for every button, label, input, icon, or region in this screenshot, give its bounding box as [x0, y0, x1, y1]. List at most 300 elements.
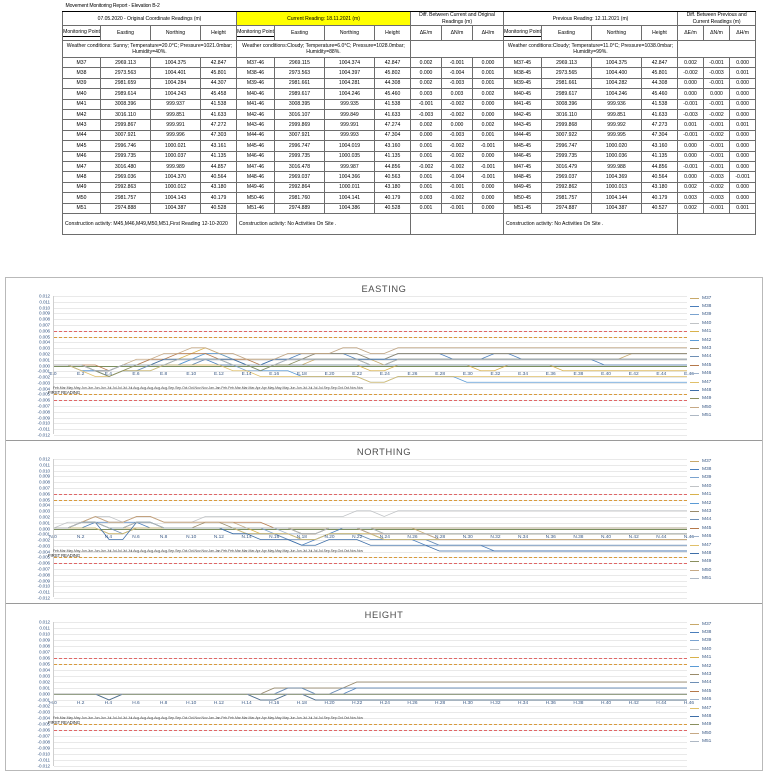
legend-item-M42[interactable]: [690, 499, 758, 507]
cell-e: 2989.614: [101, 89, 151, 99]
x-tick-label: E.32: [490, 372, 501, 378]
cell-d2: -0.001: [442, 182, 473, 192]
cell-p2: -0.001: [704, 58, 730, 68]
legend-item-M45[interactable]: [690, 687, 758, 695]
cell-e: 2981.659: [101, 78, 151, 88]
cell-p: M50: [63, 193, 101, 203]
x-tick-label: E.8: [159, 372, 168, 378]
table-row: [63, 130, 756, 140]
cell-n: 999.991: [151, 120, 201, 130]
cell-p2: -0.001: [704, 99, 730, 109]
cell-ch: 41.135: [375, 151, 411, 161]
cell-p3: 0.000: [730, 89, 756, 99]
col-header-dh-2: ΔH/m: [730, 26, 756, 41]
y-tick-label: 0.006: [39, 655, 50, 661]
cell-ce: 2981.661: [275, 78, 325, 88]
x-tick-label: H.10: [186, 701, 197, 707]
cell-d1: 0.002: [411, 58, 442, 68]
legend-item-M38[interactable]: [690, 302, 758, 310]
cell-p1: -0.001: [678, 130, 704, 140]
cell-p1: -0.001: [678, 99, 704, 109]
y-tick-label: 0.012: [39, 293, 50, 299]
legend-item-M45[interactable]: [690, 361, 758, 369]
cell-h: 44.307: [201, 78, 237, 88]
cell-d3: 0.000: [473, 193, 504, 203]
cell-e: 2992.863: [101, 182, 151, 192]
x-tick-label: N.10: [186, 535, 197, 541]
cell-d2: -0.002: [442, 110, 473, 120]
cell-d2: -0.002: [442, 99, 473, 109]
cell-pn: 999.988: [592, 161, 642, 171]
series-line-M42: [54, 354, 687, 383]
page-title: Movement Monitoring Report - Elevation B-2: [63, 2, 756, 12]
cell-p3: 0.000: [730, 141, 756, 151]
x-tick-label: H.6: [132, 701, 140, 707]
cell-d2: -0.001: [442, 58, 473, 68]
cell-p3: 0.001: [730, 68, 756, 78]
cell-pn: 1004.387: [592, 203, 642, 213]
cell-p3: 0.000: [730, 182, 756, 192]
x-tick-label: H.36: [545, 701, 556, 707]
cell-ce: 2999.869: [275, 120, 325, 130]
series-line-M44: [54, 359, 687, 376]
note-original: Construction activity: M45,M46,M49,M50,M51,First Reading 12-10-2020: [63, 213, 237, 234]
x-tick-label: N.4: [104, 535, 113, 541]
cell-pp: M47-45: [504, 161, 542, 171]
x-tick-label: H.20: [324, 701, 335, 707]
cell-cn: 999.849: [325, 110, 375, 120]
y-tick-label: 0.010: [39, 468, 50, 474]
legend-swatch-icon: [690, 373, 699, 374]
x-tick-label: E.22: [352, 372, 363, 378]
x-tick-label: H.4: [104, 701, 113, 707]
cell-d3: 0.000: [473, 99, 504, 109]
cell-h: 45.801: [201, 68, 237, 78]
legend-swatch-icon: [690, 503, 699, 504]
series-line-M40: [54, 511, 687, 528]
legend-item-M46[interactable]: [690, 533, 758, 541]
legend-item-M49[interactable]: [690, 721, 758, 729]
cell-pp: M50-45: [504, 193, 542, 203]
cell-p2: -0.002: [704, 182, 730, 192]
cell-n: 1004.401: [151, 68, 201, 78]
cell-d3: -0.001: [473, 141, 504, 151]
legend-swatch-icon: [690, 390, 699, 391]
legend-swatch-icon: [690, 578, 699, 579]
cell-pe: 2974.887: [542, 203, 592, 213]
cell-cp: M41-46: [237, 99, 275, 109]
legend-swatch-icon: [690, 536, 699, 537]
cell-pe: 2996.747: [542, 141, 592, 151]
legend-label: M45: [702, 688, 712, 694]
cell-d1: 0.001: [411, 172, 442, 182]
cell-pe: 2969.037: [542, 172, 592, 182]
cell-ch: 41.538: [375, 99, 411, 109]
y-tick-label: 0.007: [39, 322, 50, 328]
legend-swatch-icon: [690, 691, 699, 692]
legend-label: M47: [702, 705, 712, 711]
cell-pn: 1004.375: [592, 58, 642, 68]
legend-item-M48[interactable]: [690, 549, 758, 557]
cell-ph: 43.180: [642, 182, 678, 192]
legend-item-M39[interactable]: [690, 311, 758, 319]
cell-n: 1004.375: [151, 58, 201, 68]
y-tick-label: 0.000: [39, 526, 50, 531]
cell-ch: 45.460: [375, 89, 411, 99]
legend-item-M40[interactable]: [690, 319, 758, 327]
cell-ph: 40.564: [642, 172, 678, 182]
cell-p: M47: [63, 161, 101, 171]
legend-item-M46[interactable]: [690, 370, 758, 378]
x-tick-label: N.44: [656, 535, 667, 541]
cell-p3: 0.001: [730, 203, 756, 213]
plot-area: [53, 296, 687, 434]
series-line-M40: [54, 348, 687, 377]
x-tick-label: H.42: [628, 701, 639, 707]
col-header-height-original: Height: [201, 26, 237, 41]
cell-cn: 1004.374: [325, 58, 375, 68]
cell-d2: -0.002: [442, 151, 473, 161]
legend-swatch-icon: [690, 699, 699, 700]
cell-pp: M49-45: [504, 182, 542, 192]
col-header-dn-1: ΔN/m: [442, 26, 473, 41]
legend-label: M51: [702, 739, 712, 745]
legend-item-M42[interactable]: [690, 662, 758, 670]
legend-item-M39[interactable]: [690, 474, 758, 482]
col-header-dn-2: ΔN/m: [704, 26, 730, 41]
spacer-diff-1: [411, 41, 504, 58]
cell-ch: 43.180: [375, 182, 411, 192]
cell-ch: 42.847: [375, 58, 411, 68]
legend-item-M47[interactable]: [690, 541, 758, 549]
y-tick-label: -0.008: [37, 739, 50, 745]
group-header-original: 07.05.2020 - Original Coordinate Readings (m): [63, 12, 237, 26]
legend-item-M49[interactable]: [690, 558, 758, 566]
y-tick-label: 0.002: [39, 351, 50, 357]
plot-area: [53, 622, 687, 766]
cell-d1: -0.003: [411, 110, 442, 120]
legend-item-M50[interactable]: [690, 403, 758, 411]
legend-swatch-icon: [690, 365, 699, 366]
cell-p2: -0.001: [704, 141, 730, 151]
legend-label: M41: [702, 329, 712, 335]
x-tick-label: N.12: [213, 535, 224, 541]
y-tick-label: 0.004: [39, 502, 50, 508]
cell-ch: 40.179: [375, 193, 411, 203]
cell-cp: M51-46: [237, 203, 275, 213]
col-header-northing-previous: Northing: [592, 26, 642, 41]
cell-p2: -0.001: [704, 203, 730, 213]
cell-d1: 0.002: [411, 78, 442, 88]
legend-label: M42: [702, 337, 712, 343]
legend-item-M42[interactable]: [690, 336, 758, 344]
legend-item-M51[interactable]: [690, 411, 758, 419]
legend-item-M40[interactable]: [690, 645, 758, 653]
cell-p2: -0.002: [704, 130, 730, 140]
legend-label: M38: [702, 467, 712, 473]
legend-label: M37: [702, 458, 712, 464]
y-tick-label: -0.001: [37, 697, 50, 703]
cell-ce: 2969.115: [275, 58, 325, 68]
cell-cn: 1004.397: [325, 68, 375, 78]
x-tick-label: E.28: [435, 372, 446, 378]
cell-ch: 44.308: [375, 78, 411, 88]
legend-swatch-icon: [690, 469, 699, 470]
x-tick-label: N.6: [132, 535, 140, 541]
legend-item-M38[interactable]: [690, 465, 758, 473]
col-header-mp-original: [63, 26, 101, 41]
legend-item-M38[interactable]: [690, 628, 758, 636]
cell-p: M49: [63, 182, 101, 192]
legend-item-M50[interactable]: [690, 729, 758, 737]
y-tick-label: 0.001: [39, 520, 50, 526]
cell-p3: 0.000: [730, 110, 756, 120]
cell-p: M51: [63, 203, 101, 213]
x-tick-label: N.28: [435, 535, 446, 541]
chart-northing: [6, 441, 762, 604]
cell-h: 47.272: [201, 120, 237, 130]
y-tick-label: 0.003: [39, 508, 50, 514]
series-line-M47: [54, 365, 687, 382]
cell-h: 41.633: [201, 110, 237, 120]
table-row: [63, 161, 756, 171]
legend-item-M43[interactable]: [690, 507, 758, 515]
cell-d3: 0.000: [473, 203, 504, 213]
col-header-easting-current: Easting: [275, 26, 325, 41]
legend-swatch-icon: [690, 657, 699, 658]
cell-p1: -0.002: [678, 68, 704, 78]
legend-label: M44: [702, 517, 712, 523]
legend-swatch-icon: [690, 624, 699, 625]
chart-easting: [6, 278, 762, 441]
legend-label: M43: [702, 346, 712, 352]
col-header-mp-previous: [504, 26, 542, 41]
cell-pe: 2999.735: [542, 151, 592, 161]
cell-p2: -0.001: [704, 151, 730, 161]
y-axis-labels: [6, 619, 53, 769]
cell-p2: 0.000: [704, 89, 730, 99]
cell-pn: 999.851: [592, 110, 642, 120]
cell-h: 40.564: [201, 172, 237, 182]
y-tick-label: 0.011: [39, 462, 50, 468]
cell-pp: M37-45: [504, 58, 542, 68]
x-tick-label: N.8: [159, 535, 168, 541]
cell-h: 43.180: [201, 182, 237, 192]
x-tick-label: N.18: [296, 535, 307, 541]
y-tick-label: -0.011: [37, 426, 50, 432]
y-tick-label: 0.003: [39, 345, 50, 351]
chart-title: NORTHING: [356, 447, 412, 457]
cell-pp: M43-45: [504, 120, 542, 130]
legend-item-M44[interactable]: [690, 353, 758, 361]
legend-label: M51: [702, 413, 712, 419]
legend-item-M37[interactable]: [690, 457, 758, 465]
x-tick-label: H.28: [435, 701, 446, 707]
x-tick-label: E.16: [269, 372, 280, 378]
cell-p1: -0.003: [678, 110, 704, 120]
cell-p1: 0.003: [678, 193, 704, 203]
x-tick-label: H.44: [656, 701, 667, 707]
y-tick-label: 0.007: [39, 485, 50, 491]
x-tick-label: H.8: [159, 701, 168, 707]
legend-item-M51[interactable]: [690, 574, 758, 582]
legend-item-M43[interactable]: [690, 670, 758, 678]
cell-ph: 40.179: [642, 193, 678, 203]
x-tick-label: E.6: [132, 372, 140, 378]
cell-d3: 0.002: [473, 89, 504, 99]
cell-cp: M45-46: [237, 141, 275, 151]
cell-ch: 43.160: [375, 141, 411, 151]
y-tick-label: 0.004: [39, 339, 50, 345]
x-tick-label: E.30: [462, 372, 473, 378]
x-tick-label: H.18: [296, 701, 307, 707]
col-header-de-1: ΔE/m: [411, 26, 442, 41]
y-tick-label: 0.006: [39, 491, 50, 497]
cell-e: 3007.921: [101, 130, 151, 140]
col-label: Monitoring Point: [63, 29, 100, 36]
legend-label: M50: [702, 567, 712, 573]
legend-item-M46[interactable]: [690, 696, 758, 704]
x-tick-label: E.14: [241, 372, 252, 378]
legend-item-M48[interactable]: [690, 386, 758, 394]
cell-pp: M48-45: [504, 172, 542, 182]
cell-cn: 1000.011: [325, 182, 375, 192]
cell-ch: 47.304: [375, 130, 411, 140]
cell-ch: 40.563: [375, 172, 411, 182]
legend-item-M50[interactable]: [690, 566, 758, 574]
cell-p2: -0.003: [704, 193, 730, 203]
y-tick-label: 0.009: [39, 637, 50, 643]
legend-item-M49[interactable]: [690, 395, 758, 403]
legend-item-M41[interactable]: [690, 328, 758, 336]
cell-n: 1000.037: [151, 151, 201, 161]
cell-ce: 2992.864: [275, 182, 325, 192]
legend-item-M41[interactable]: [690, 654, 758, 662]
cell-p3: 0.000: [730, 151, 756, 161]
legend-item-M48[interactable]: [690, 712, 758, 720]
legend-swatch-icon: [690, 494, 699, 495]
y-tick-label: 0.011: [39, 299, 50, 305]
y-tick-label: 0.005: [39, 497, 50, 503]
legend-label: M44: [702, 680, 712, 686]
cell-e: 2999.867: [101, 120, 151, 130]
chart-legend: [690, 457, 758, 583]
legend-item-M45[interactable]: [690, 524, 758, 532]
y-tick-label: 0.008: [39, 316, 50, 322]
chart-title: EASTING: [361, 284, 407, 294]
legend-item-M39[interactable]: [690, 637, 758, 645]
cell-cp: M39-46: [237, 78, 275, 88]
y-tick-label: -0.004: [37, 715, 50, 721]
cell-pe: 3016.110: [542, 110, 592, 120]
series-lines: [54, 459, 687, 597]
cell-p1: 0.000: [678, 89, 704, 99]
spacer-note-1: [411, 213, 504, 234]
cell-pe: 2969.113: [542, 58, 592, 68]
cell-cp: M48-46: [237, 172, 275, 182]
group-header-previous: Previous Reading: 12.11.2021 (m): [504, 12, 678, 26]
x-tick-label: N.16: [269, 535, 280, 541]
cell-cn: 999.991: [325, 120, 375, 130]
cell-d1: 0.000: [411, 130, 442, 140]
y-tick-label: -0.004: [37, 549, 50, 555]
cell-d3: 0.002: [473, 120, 504, 130]
cell-ce: 2981.760: [275, 193, 325, 203]
x-tick-label: E.24: [379, 372, 390, 378]
x-tick-label: H.22: [352, 701, 363, 707]
cell-p3: 0.000: [730, 161, 756, 171]
note-current: Construction activity: No Activities On Site .: [237, 213, 411, 234]
cell-pn: 1004.282: [592, 78, 642, 88]
legend-item-M37[interactable]: [690, 620, 758, 628]
y-tick-label: -0.011: [37, 589, 50, 595]
cell-ce: 2989.617: [275, 89, 325, 99]
x-tick-label: H.38: [573, 701, 584, 707]
col-header-easting-previous: Easting: [542, 26, 592, 41]
legend-item-M41[interactable]: [690, 491, 758, 499]
legend-item-M40[interactable]: [690, 482, 758, 490]
cell-d1: 0.002: [411, 120, 442, 130]
cell-pe: 3007.922: [542, 130, 592, 140]
cell-p3: 0.000: [730, 58, 756, 68]
cell-h: 41.538: [201, 99, 237, 109]
cell-pe: 2992.862: [542, 182, 592, 192]
cell-pn: 999.995: [592, 130, 642, 140]
cell-pn: 999.936: [592, 99, 642, 109]
table-row: [63, 203, 756, 213]
legend-label: M43: [702, 509, 712, 515]
legend-item-M51[interactable]: [690, 737, 758, 745]
cell-pp: M41-45: [504, 99, 542, 109]
cell-cp: M47-46: [237, 161, 275, 171]
cell-ce: 2999.735: [275, 151, 325, 161]
legend-label: M47: [702, 379, 712, 385]
cell-d1: 0.001: [411, 182, 442, 192]
cell-n: 1004.387: [151, 203, 201, 213]
cell-h: 44.857: [201, 161, 237, 171]
legend-item-M47[interactable]: [690, 704, 758, 712]
legend-swatch-icon: [690, 545, 699, 546]
legend-item-M44[interactable]: [690, 516, 758, 524]
cell-pn: 1004.369: [592, 172, 642, 182]
cell-ce: 2974.889: [275, 203, 325, 213]
cell-pp: M40-45: [504, 89, 542, 99]
y-tick-label: -0.001: [37, 531, 50, 537]
y-axis-labels: [6, 456, 53, 601]
weather-note-original: Weather conditions: Sunny; Temperature=20.0°C; Pressure=1021.0mbar; Humidity=40%.: [63, 41, 237, 58]
cell-d2: -0.003: [442, 78, 473, 88]
legend-item-M44[interactable]: [690, 679, 758, 687]
x-tick-label: N.0: [49, 535, 57, 541]
y-tick-label: 0.002: [39, 514, 50, 520]
legend-item-M37[interactable]: [690, 294, 758, 302]
y-tick-label: -0.010: [37, 583, 50, 589]
legend-item-M43[interactable]: [690, 344, 758, 352]
cell-pe: 3008.396: [542, 99, 592, 109]
cell-e: 2996.746: [101, 141, 151, 151]
legend-label: M46: [702, 371, 712, 377]
cell-ce: 2996.747: [275, 141, 325, 151]
y-tick-label: 0.010: [39, 305, 50, 311]
x-tick-label: E.18: [296, 372, 307, 378]
cell-ph: 42.847: [642, 58, 678, 68]
legend-item-M47[interactable]: [690, 378, 758, 386]
cell-pn: 1004.400: [592, 68, 642, 78]
cell-cn: 1004.246: [325, 89, 375, 99]
cell-ph: 47.273: [642, 120, 678, 130]
cell-d3: 0.001: [473, 78, 504, 88]
cell-d2: 0.003: [442, 89, 473, 99]
